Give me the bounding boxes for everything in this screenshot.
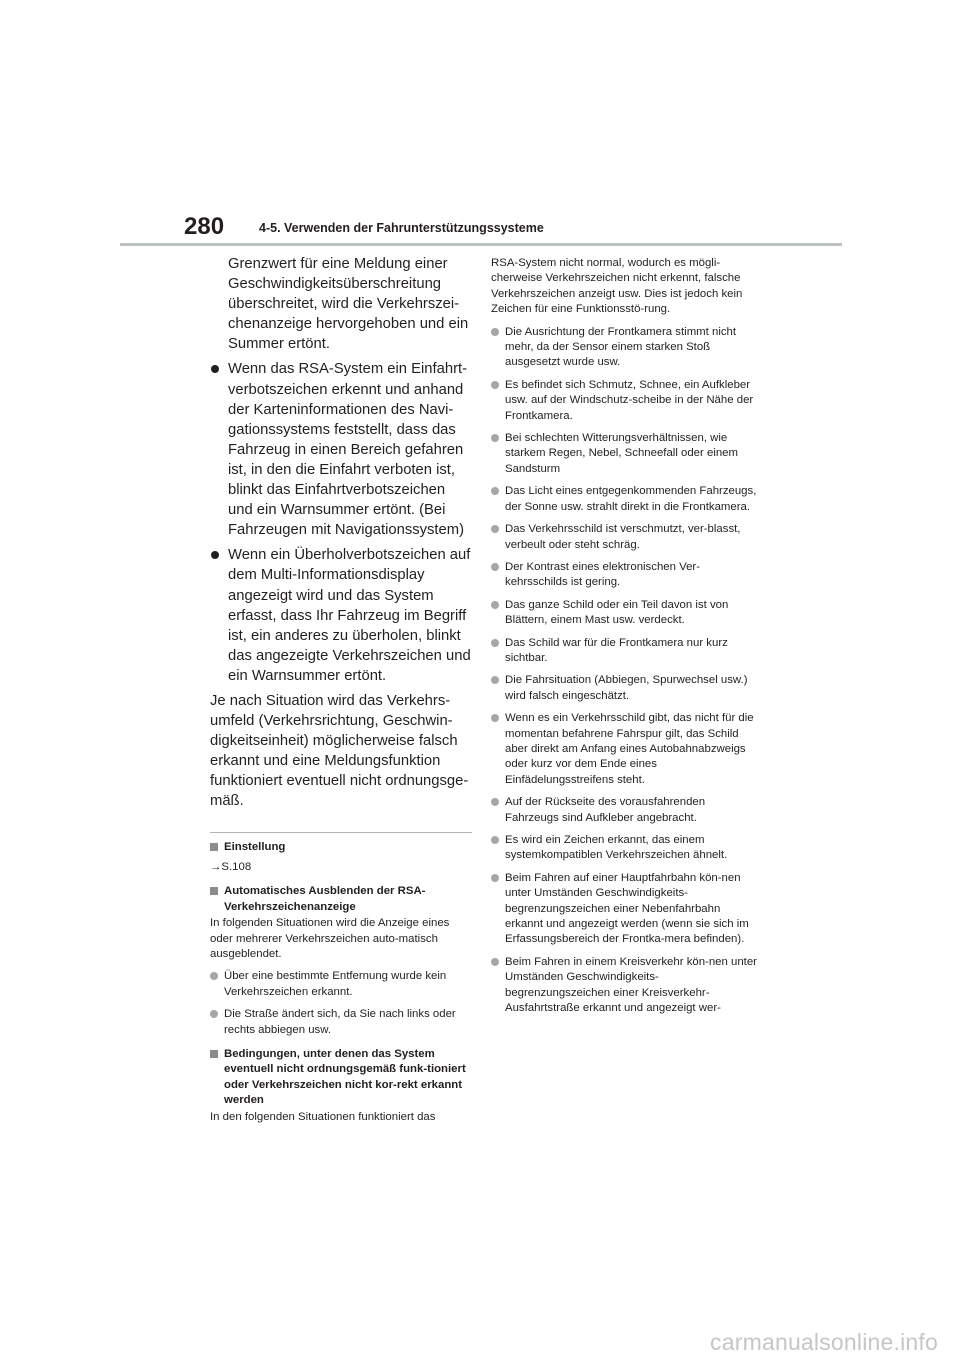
page-header bbox=[0, 212, 960, 248]
list-item bbox=[491, 484, 759, 515]
bullet-icon bbox=[210, 972, 218, 980]
intro-paragraph: Grenzwert für eine Meldung einer Geschwindigkeitsüberschreitung überschreitet, wird die Verkehrszei-chenanzeige hervorgehoben und ein Summer ertönt. bbox=[228, 256, 469, 353]
bullet-icon bbox=[491, 798, 499, 806]
list-item bbox=[210, 359, 472, 540]
setting-heading bbox=[210, 840, 472, 855]
bullet-text: Wenn das RSA-System ein Einfahrt-verbotszeichen erkennt und anhand der Karteninformationen des Navi-gationssystems feststellt, dass das Fahrzeug in einen Bereich gefahren ist, in den die Einfahrt verboten ist, blinkt das Einfahrtverbotszeichen und ein Warnsummer ertönt. (Bei Fahrzeugen mit Navigationssystem) bbox=[228, 361, 468, 539]
bullet-icon bbox=[491, 487, 499, 495]
square-bullet-icon bbox=[210, 1050, 218, 1058]
watermark-link[interactable]: carmanualsonline.info bbox=[710, 1329, 938, 1355]
list-item bbox=[491, 795, 759, 826]
heading-text: Einstellung bbox=[224, 840, 286, 853]
left-column bbox=[210, 254, 472, 1125]
bullet-icon bbox=[491, 639, 499, 647]
page-reference-link[interactable]: →S.108 bbox=[210, 860, 252, 873]
list-item bbox=[491, 636, 759, 667]
bullet-text: Wenn es ein Verkehrsschild gibt, das nicht für die momentan befahrene Fahrspur gilt, das Schild aber direkt am Anfang eines Autobahnabzweigs oder kurz vor dem Ende eines Einfädelungsstreifens steht. bbox=[505, 712, 754, 786]
section-divider bbox=[210, 832, 472, 833]
bullet-icon bbox=[491, 958, 499, 966]
bullet-icon bbox=[211, 551, 219, 559]
bullet-icon bbox=[491, 601, 499, 609]
bullet-text: Das Schild war für die Frontkamera nur kurz sichtbar. bbox=[505, 636, 728, 664]
bullet-icon bbox=[491, 874, 499, 882]
bullet-text: Die Ausrichtung der Frontkamera stimmt nicht mehr, da der Sensor einem starken Stoß ausgesetzt wurde usw. bbox=[505, 325, 737, 369]
list-item bbox=[210, 545, 472, 686]
heading-text: Automatisches Ausblenden der RSA-Verkehrszeichenanzeige bbox=[224, 885, 426, 913]
bullet-icon bbox=[491, 525, 499, 533]
bullet-icon bbox=[491, 381, 499, 389]
list-item bbox=[210, 1007, 472, 1038]
bullet-icon bbox=[491, 676, 499, 684]
list-item bbox=[491, 871, 759, 948]
list-item bbox=[491, 560, 759, 591]
bullet-text: Es befindet sich Schmutz, Schnee, ein Aufkleber usw. auf der Windschutz-scheibe in der Nähe der Frontkamera. bbox=[505, 378, 754, 422]
auto-hide-text: In folgenden Situationen wird die Anzeige eines oder mehrerer Verkehrszeichen auto-matisch ausgeblendet. bbox=[210, 917, 450, 960]
bullet-icon bbox=[491, 836, 499, 844]
bullet-text: Es wird ein Zeichen erkannt, das einem systemkompatiblen Verkehrszeichen ähnelt. bbox=[505, 834, 728, 862]
bullet-text: Auf der Rückseite des vorausfahrenden Fahrzeugs sind Aufkleber angebracht. bbox=[505, 796, 706, 824]
note-paragraph: Je nach Situation wird das Verkehrs-umfeld (Verkehrsrichtung, Geschwin-digkeitseinheit) möglicherweise falsch erkannt und eine Meldungsfunktion funktioniert eventuell nicht ordnungsge-mäß. bbox=[210, 692, 469, 810]
bullet-text: Das ganze Schild oder ein Teil davon ist von Blättern, einem Mast usw. verdeckt. bbox=[505, 598, 729, 627]
bullet-icon bbox=[491, 563, 499, 571]
bullet-icon bbox=[491, 434, 499, 442]
bullet-text: Das Licht eines entgegenkommenden Fahrzeugs, der Sonne usw. strahlt direkt in die Frontkamera. bbox=[505, 485, 757, 513]
auto-hide-heading bbox=[210, 884, 472, 915]
conditions-heading bbox=[210, 1047, 472, 1109]
list-item bbox=[491, 378, 759, 424]
list-item bbox=[491, 673, 759, 704]
bullet-icon bbox=[491, 714, 499, 722]
bullet-text: Der Kontrast eines elektronischen Ver-kehrsschilds ist gering. bbox=[505, 560, 701, 589]
bullet-icon bbox=[211, 365, 219, 373]
list-item bbox=[491, 955, 759, 1017]
list-item bbox=[491, 598, 759, 629]
bullet-text: Wenn ein Überholverbotszeichen auf dem Multi-Informationsdisplay angezeigt wird und das System erfasst, dass Ihr Fahrzeug im Begriff ist, ein anderes zu überholen, blinkt das angezeigte Verkehrszeichen und ein Warnsummer ertönt. bbox=[228, 547, 471, 684]
bullet-text: Bei schlechten Witterungsverhältnissen, wie starkem Regen, Nebel, Schneefall oder einem Sandsturm bbox=[505, 432, 739, 475]
list-item bbox=[210, 969, 472, 1000]
bullet-text: Die Straße ändert sich, da Sie nach links oder rechts abbiegen usw. bbox=[224, 1008, 456, 1036]
heading-text: Bedingungen, unter denen das System eventuell nicht ordnungsgemäß funk-tioniert oder Verkehrszeichen nicht kor-rekt erkannt werden bbox=[224, 1048, 466, 1107]
right-intro-paragraph: RSA-System nicht normal, wodurch es mögli-cherweise Verkehrszeichen nicht erkennt, falsche Verkehrszeichen anzeigt usw. Dies ist jedoch kein Zeichen für eine Funktionsstö-rung. bbox=[491, 257, 743, 316]
list-item bbox=[491, 711, 759, 788]
bullet-text: Das Verkehrsschild ist verschmutzt, ver-blasst, verbeult oder steht schräg. bbox=[505, 523, 741, 551]
section-title: 4-5. Verwenden der Fahrunterstützungssysteme bbox=[259, 221, 544, 235]
conditions-text: In den folgenden Situationen funktioniert das bbox=[210, 1110, 436, 1123]
square-bullet-icon bbox=[210, 843, 218, 851]
bullet-text: Die Fahrsituation (Abbiegen, Spurwechsel usw.) wird falsch eingeschätzt. bbox=[505, 674, 748, 702]
list-item bbox=[491, 833, 759, 864]
bullet-text: Beim Fahren in einem Kreisverkehr kön-nen unter Umständen Geschwindigkeits-begrenzungszeichen einer Kreisverkehr-Ausfahrtstraße erkannt und angezeigt wer- bbox=[505, 955, 757, 1015]
bullet-text: Beim Fahren auf einer Hauptfahrbahn kön-nen unter Umständen Geschwindigkeits-begrenzungszeichen einer Nebenfahrbahn erkannt und angezeigt werden (wenn sie sich im Erfassungsbereich der Frontka-mera befinden). bbox=[505, 871, 749, 946]
header-divider bbox=[120, 243, 842, 246]
page-number: 280 bbox=[184, 213, 225, 240]
list-item bbox=[491, 325, 759, 371]
bullet-text: Über eine bestimmte Entfernung wurde kein Verkehrszeichen erkannt. bbox=[224, 970, 447, 998]
list-item bbox=[491, 522, 759, 553]
bullet-icon bbox=[491, 328, 499, 336]
list-item bbox=[491, 431, 759, 477]
right-column bbox=[491, 256, 759, 1016]
square-bullet-icon bbox=[210, 887, 218, 895]
bullet-icon bbox=[210, 1010, 218, 1018]
